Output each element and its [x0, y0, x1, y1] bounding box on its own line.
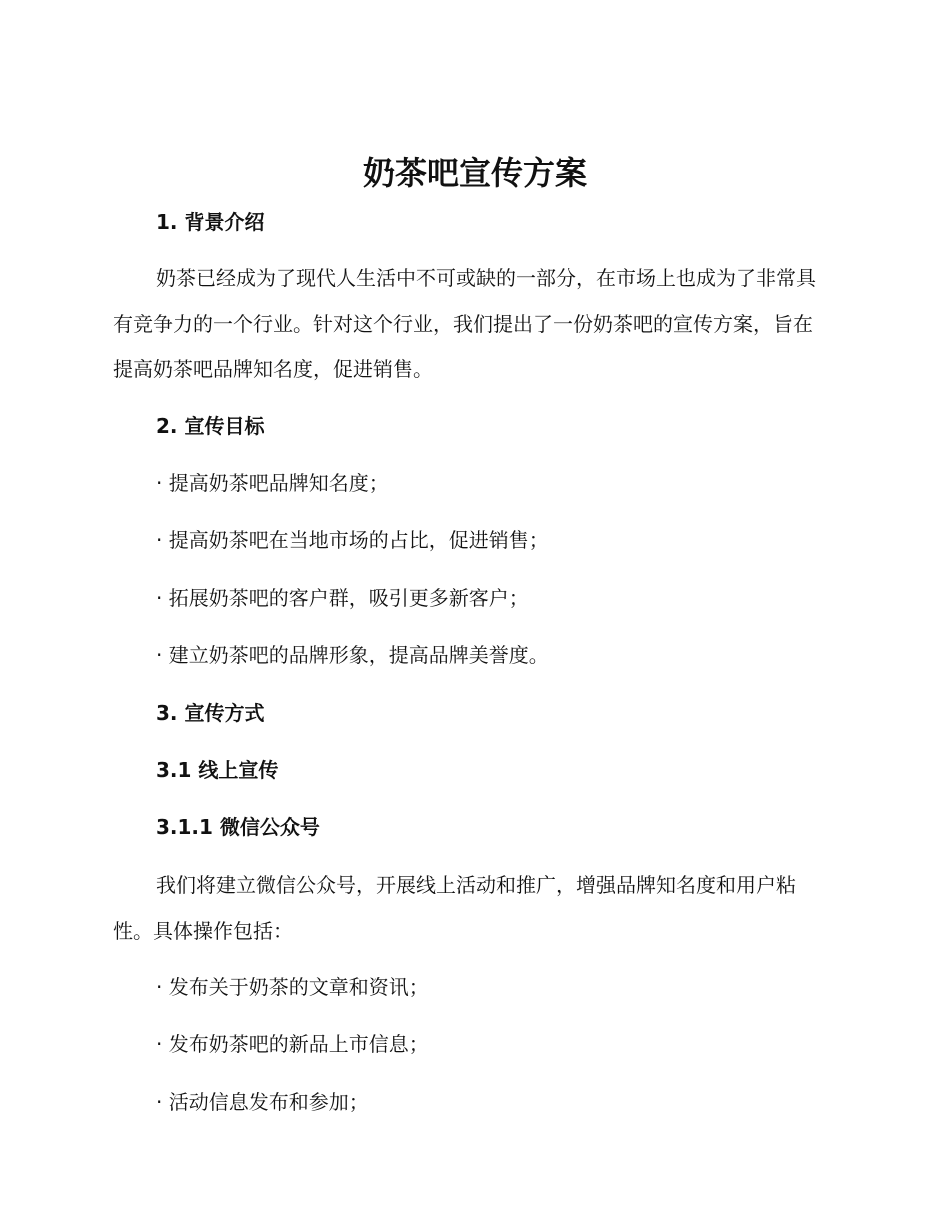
section-heading-goals: 2. 宣传目标 [156, 414, 265, 438]
list-item: · 提高奶茶吧在当地市场的占比，促进销售； [156, 528, 549, 552]
list-item: · 发布关于奶茶的文章和资讯； [156, 975, 429, 999]
subsection-heading-online: 3.1 线上宣传 [156, 758, 279, 782]
list-item: · 拓展奶茶吧的客户群，吸引更多新客户； [156, 586, 529, 610]
subsection-heading-wechat: 3.1.1 微信公众号 [156, 815, 320, 839]
wechat-paragraph: 我们将建立微信公众号，开展线上活动和推广，增强品牌知名度和用户粘性。具体操作包括： [113, 873, 796, 943]
document-title: 奶茶吧宣传方案 [362, 154, 587, 192]
list-item: · 发布奶茶吧的新品上市信息； [156, 1032, 429, 1056]
background-paragraph: 奶茶已经成为了现代人生活中不可或缺的一部分，在市场上也成为了非常具有竞争力的一个行业。针对这个行业，我们提出了一份奶茶吧的宣传方案，旨在提高奶茶吧品牌知名度，促进销售。 [113, 266, 816, 381]
list-item: · 建立奶茶吧的品牌形象，提高品牌美誉度。 [156, 643, 549, 667]
list-item: · 提高奶茶吧品牌知名度； [156, 471, 389, 495]
section-heading-methods: 3. 宣传方式 [156, 701, 265, 725]
section-heading-background: 1. 背景介绍 [156, 210, 265, 234]
list-item: · 活动信息发布和参加； [156, 1090, 369, 1114]
